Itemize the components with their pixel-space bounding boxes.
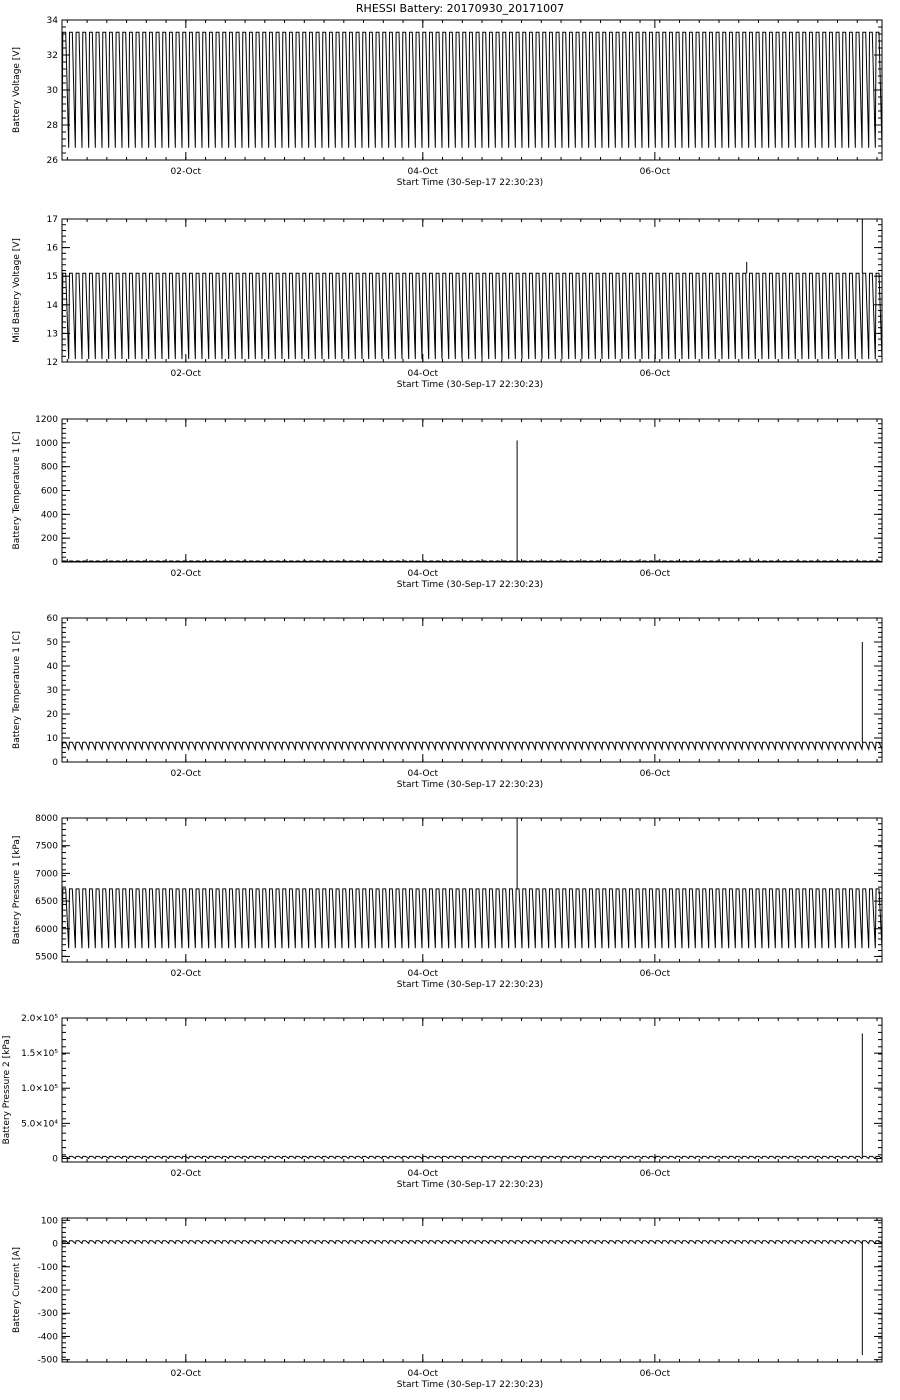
series-line	[62, 1156, 882, 1158]
y-tick-label: 200	[40, 534, 58, 545]
plot-frame	[62, 419, 882, 562]
x-tick-label: 06-Oct	[639, 969, 671, 979]
y-tick-label: 0	[52, 558, 58, 568]
y-axis-label: Battery Temperature 1 [C]	[12, 431, 22, 550]
x-tick-label: 04-Oct	[407, 1169, 439, 1179]
y-tick-label: -200	[37, 1286, 58, 1296]
chart-panels	[2, 16, 882, 1390]
plot-frame	[62, 618, 882, 762]
y-tick-label: 20	[46, 710, 58, 720]
y-tick-label: 800	[40, 462, 58, 473]
y-tick-label: 26	[46, 156, 58, 166]
y-axis-label: Battery Current [A]	[12, 1246, 22, 1334]
y-tick-label: 6000	[35, 924, 58, 935]
y-tick-label: 14	[46, 300, 58, 311]
x-tick-label: 04-Oct	[407, 769, 439, 779]
x-tick-label: 02-Oct	[170, 969, 202, 979]
x-tick-label: 06-Oct	[639, 769, 671, 779]
x-tick-label: 04-Oct	[407, 569, 439, 579]
x-axis-label: Start Time (30-Sep-17 22:30:23)	[396, 980, 544, 990]
chart-panel-1	[12, 16, 882, 188]
chart-panel-4	[12, 614, 882, 790]
x-tick-label: 02-Oct	[170, 1369, 202, 1379]
chart-panel-2	[12, 215, 882, 390]
y-axis-label: Mid Battery Voltage [V]	[12, 238, 22, 343]
y-tick-label: 30	[46, 686, 58, 696]
y-tick-label: -500	[37, 1355, 58, 1366]
y-tick-label: 0	[52, 1154, 58, 1165]
y-tick-label: 0	[52, 1239, 58, 1250]
y-tick-label: 17	[46, 215, 58, 225]
x-tick-label: 06-Oct	[639, 1369, 671, 1379]
y-tick-label: 2.0×10⁵	[21, 1014, 58, 1024]
y-tick-label: 60	[46, 614, 58, 624]
y-tick-label: -300	[37, 1309, 58, 1320]
x-axis-label: Start Time (30-Sep-17 22:30:23)	[396, 580, 544, 590]
x-tick-label: 04-Oct	[407, 167, 439, 177]
y-tick-label: 1.0×10⁵	[21, 1084, 58, 1095]
y-tick-label: 1.5×10⁵	[21, 1049, 58, 1060]
x-axis-label: Start Time (30-Sep-17 22:30:23)	[396, 380, 544, 390]
y-tick-label: 28	[46, 121, 58, 131]
y-axis-label: Battery Voltage [V]	[12, 47, 22, 133]
y-tick-label: 1200	[35, 415, 58, 425]
y-tick-label: 34	[46, 16, 58, 26]
y-tick-label: 100	[40, 1216, 58, 1227]
series-line	[62, 32, 882, 148]
x-tick-label: 02-Oct	[170, 369, 202, 379]
x-tick-label: 02-Oct	[170, 1169, 202, 1179]
y-tick-label: 13	[46, 329, 58, 340]
x-tick-label: 02-Oct	[170, 167, 202, 177]
series-line	[62, 889, 882, 948]
x-tick-label: 04-Oct	[407, 969, 439, 979]
y-tick-label: -100	[37, 1262, 58, 1273]
y-tick-label: 8000	[35, 814, 58, 824]
y-tick-label: 32	[46, 51, 58, 61]
x-tick-label: 06-Oct	[639, 569, 671, 579]
plot-frame	[62, 1018, 882, 1162]
x-axis-label: Start Time (30-Sep-17 22:30:23)	[396, 1180, 544, 1190]
y-tick-label: 1000	[35, 438, 58, 449]
y-tick-label: 5500	[35, 952, 58, 963]
chart-panel-3	[12, 415, 882, 590]
series-line	[62, 273, 882, 359]
x-axis-label: Start Time (30-Sep-17 22:30:23)	[396, 1380, 544, 1390]
y-tick-label: 30	[46, 86, 58, 96]
series-line	[62, 742, 882, 749]
y-axis-label: Battery Temperature 1 [C]	[12, 631, 22, 749]
plot-frame	[62, 219, 882, 362]
y-tick-label: 15	[46, 272, 58, 283]
x-axis-label: Start Time (30-Sep-17 22:30:23)	[396, 780, 544, 790]
y-tick-label: 6500	[35, 897, 58, 908]
chart-panel-7	[12, 1216, 882, 1390]
plot-frame	[62, 1218, 882, 1362]
y-tick-label: -400	[37, 1332, 58, 1343]
x-tick-label: 06-Oct	[639, 1169, 671, 1179]
x-tick-label: 02-Oct	[170, 569, 202, 579]
y-tick-label: 7500	[35, 841, 58, 852]
y-tick-label: 400	[40, 510, 58, 521]
x-tick-label: 06-Oct	[639, 369, 671, 379]
chart-panel-5	[12, 814, 882, 990]
series-line	[62, 1241, 882, 1244]
y-tick-label: 12	[46, 358, 58, 368]
y-tick-label: 10	[46, 734, 58, 744]
x-tick-label: 04-Oct	[407, 1369, 439, 1379]
y-tick-label: 40	[46, 662, 58, 672]
y-axis-label: Battery Pressure 1 [kPa]	[12, 835, 22, 945]
y-tick-label: 7000	[35, 869, 58, 880]
x-tick-label: 04-Oct	[407, 369, 439, 379]
y-tick-label: 600	[40, 486, 58, 497]
y-tick-label: 50	[46, 638, 58, 648]
x-tick-label: 06-Oct	[639, 167, 671, 177]
x-tick-label: 02-Oct	[170, 769, 202, 779]
y-tick-label: 5.0×10⁴	[21, 1119, 58, 1130]
y-tick-label: 16	[46, 243, 58, 254]
y-tick-label: 0	[52, 758, 58, 768]
y-axis-label: Battery Pressure 2 [kPa]	[2, 1035, 12, 1145]
chart-panel-6	[2, 1014, 882, 1190]
figure-title: RHESSI Battery: 20170930_20171007	[355, 2, 565, 15]
x-axis-label: Start Time (30-Sep-17 22:30:23)	[396, 178, 544, 188]
